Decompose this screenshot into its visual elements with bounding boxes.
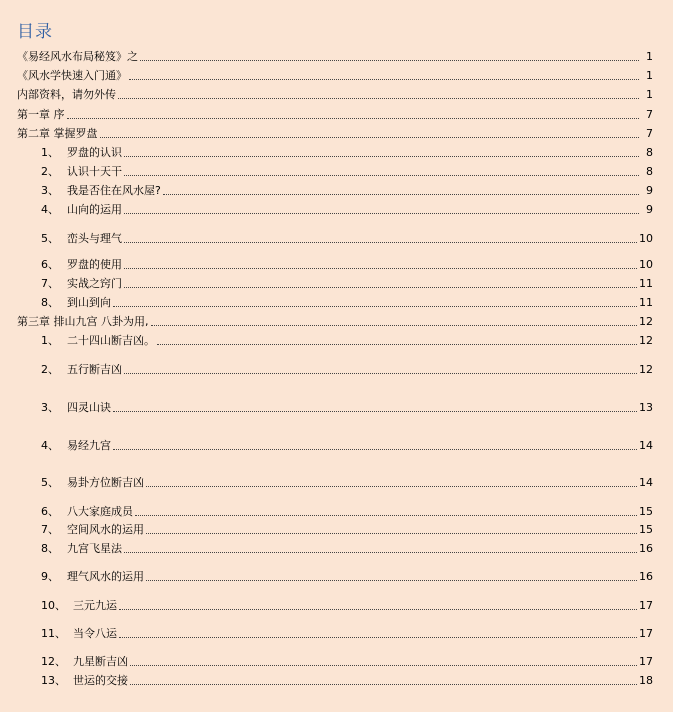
toc-entry-page: 12	[639, 363, 653, 376]
toc-leader-dots	[157, 343, 637, 345]
toc-leader-dots	[146, 485, 637, 487]
toc-entry[interactable]	[41, 542, 653, 556]
toc-entry-page: 1	[646, 50, 653, 63]
toc-leader-dots	[151, 324, 638, 326]
toc-entry[interactable]	[17, 315, 653, 329]
toc-entry-text: 当令八运	[73, 627, 117, 640]
toc-leader-dots	[146, 579, 637, 581]
toc-entry-page: 11	[639, 277, 653, 290]
toc-entry[interactable]	[41, 184, 653, 198]
toc-entry-page: 14	[639, 439, 653, 452]
toc-entry-text: 罗盘的使用	[67, 258, 122, 271]
toc-entry-page: 12	[639, 334, 653, 347]
toc-leader-dots	[113, 305, 637, 307]
toc-leader-dots	[67, 117, 640, 119]
toc-entry[interactable]	[41, 570, 653, 584]
toc-entry-page: 7	[646, 127, 653, 140]
toc-entry-number: 3、	[41, 401, 59, 414]
toc-leader-dots	[124, 551, 637, 553]
toc-entry-page: 17	[639, 627, 653, 640]
toc-entry-number: 2、	[41, 363, 59, 376]
toc-entry[interactable]	[41, 599, 653, 613]
toc-leader-dots	[124, 174, 639, 176]
toc-entry[interactable]	[17, 50, 653, 64]
toc-entry-number: 12、	[41, 655, 66, 668]
toc-entry-page: 7	[646, 108, 653, 121]
toc-leader-dots	[135, 514, 637, 516]
toc-entry-text: 二十四山断吉凶。	[67, 334, 155, 347]
toc-leader-dots	[119, 636, 637, 638]
toc-entry-text: 理气风水的运用	[67, 570, 144, 583]
toc-entry-text: 《易经风水布局秘笈》之	[17, 50, 138, 63]
toc-entry-number: 9、	[41, 570, 59, 583]
toc-entry-text: 世运的交接	[73, 674, 128, 687]
toc-entry-page: 8	[646, 165, 653, 178]
toc-entry[interactable]	[41, 439, 653, 453]
toc-entry-text: 第一章 序	[17, 108, 65, 121]
toc-entry-number: 7、	[41, 277, 59, 290]
toc-entry-number: 5、	[41, 476, 59, 489]
toc-entry-text: 九星断吉凶	[73, 655, 128, 668]
toc-entry-page: 17	[639, 655, 653, 668]
toc-leader-dots	[124, 286, 637, 288]
toc-entry[interactable]	[17, 69, 653, 83]
toc-entry-number: 4、	[41, 203, 59, 216]
toc-leader-dots	[124, 267, 637, 269]
toc-entry-text: 《风水学快速入门通》	[17, 69, 127, 82]
toc-entry-text: 罗盘的认识	[67, 146, 122, 159]
toc-entry-number: 8、	[41, 542, 59, 555]
toc-entry[interactable]	[41, 655, 653, 669]
toc-entry-text: 我是否住在风水屋?	[67, 184, 161, 197]
toc-leader-dots	[124, 155, 639, 157]
toc-leader-dots	[113, 410, 637, 412]
toc-entry-text: 八大家庭成员	[67, 505, 133, 518]
toc-entry[interactable]	[41, 277, 653, 291]
toc-entry-page: 10	[639, 258, 653, 271]
toc-entry-text: 内部资料，请勿外传	[17, 88, 116, 101]
toc-leader-dots	[118, 97, 639, 99]
toc-entry-number: 1、	[41, 146, 59, 159]
toc-entry-number: 5、	[41, 232, 59, 245]
toc-entry[interactable]	[41, 146, 653, 160]
toc-leader-dots	[124, 212, 639, 214]
toc-entry-page: 13	[639, 401, 653, 414]
toc-leader-dots	[100, 136, 640, 138]
toc-entry-page: 10	[639, 232, 653, 245]
toc-entry-text: 山向的运用	[67, 203, 122, 216]
toc-entry-text: 认识十天干	[67, 165, 122, 178]
toc-entry-number: 7、	[41, 523, 59, 536]
toc-leader-dots	[119, 608, 637, 610]
toc-entry-number: 8、	[41, 296, 59, 309]
toc-entry[interactable]	[41, 334, 653, 348]
toc-leader-dots	[140, 59, 639, 61]
toc-leader-dots	[130, 683, 637, 685]
toc-entry-page: 9	[646, 203, 653, 216]
toc-entry-number: 10、	[41, 599, 66, 612]
toc-entry-page: 1	[646, 88, 653, 101]
toc-leader-dots	[124, 372, 637, 374]
toc-leader-dots	[146, 532, 637, 534]
toc-entry[interactable]	[17, 108, 653, 122]
toc-entry-number: 3、	[41, 184, 59, 197]
toc-entry-text: 易卦方位断吉凶	[67, 476, 144, 489]
toc-entry[interactable]	[41, 674, 653, 688]
toc-entry-page: 15	[639, 505, 653, 518]
toc-entry-page: 16	[639, 570, 653, 583]
toc-entry-text: 九宫飞星法	[67, 542, 122, 555]
toc-entry-page: 9	[646, 184, 653, 197]
toc-entry[interactable]	[41, 165, 653, 179]
toc-entry[interactable]	[41, 505, 653, 519]
toc-entry[interactable]	[41, 476, 653, 490]
toc-entry-text: 第二章 掌握罗盘	[17, 127, 98, 140]
toc-entry-text: 实战之窍门	[67, 277, 122, 290]
toc-entry-text: 五行断吉凶	[67, 363, 122, 376]
toc-entry[interactable]	[17, 127, 653, 141]
toc-entry-text: 到山到向	[67, 296, 111, 309]
toc-entry[interactable]	[41, 523, 653, 537]
toc-entry-page: 16	[639, 542, 653, 555]
toc-entry[interactable]	[41, 363, 653, 377]
toc-title: 目录	[17, 22, 53, 42]
toc-entry-text: 四灵山诀	[67, 401, 111, 414]
toc-entry-page: 18	[639, 674, 653, 687]
toc-leader-dots	[130, 664, 637, 666]
toc-entry-text: 空间风水的运用	[67, 523, 144, 536]
toc-entry-text: 第三章 排山九宫 八卦为用,	[17, 315, 149, 328]
toc-entry-number: 13、	[41, 674, 66, 687]
toc-entry-text: 易经九宫	[67, 439, 111, 452]
toc-entry[interactable]	[41, 401, 653, 415]
toc-entry-page: 8	[646, 146, 653, 159]
toc-entry-text: 三元九运	[73, 599, 117, 612]
toc-leader-dots	[124, 241, 637, 243]
toc-entry-page: 14	[639, 476, 653, 489]
toc-entry[interactable]	[41, 232, 653, 246]
toc-entry-number: 11、	[41, 627, 66, 640]
toc-entry-text: 峦头与理气	[67, 232, 122, 245]
toc-entry[interactable]	[41, 258, 653, 272]
toc-entry-number: 2、	[41, 165, 59, 178]
toc-entry-page: 12	[639, 315, 653, 328]
toc-entry-page: 1	[646, 69, 653, 82]
toc-entry-number: 4、	[41, 439, 59, 452]
toc-entry-page: 15	[639, 523, 653, 536]
toc-entry[interactable]	[41, 627, 653, 641]
toc-leader-dots	[163, 193, 639, 195]
toc-entry-page: 11	[639, 296, 653, 309]
toc-entry-number: 1、	[41, 334, 59, 347]
toc-leader-dots	[129, 78, 639, 80]
toc-entry[interactable]	[17, 88, 653, 102]
toc-entry-number: 6、	[41, 505, 59, 518]
toc-entry-number: 6、	[41, 258, 59, 271]
toc-leader-dots	[113, 448, 637, 450]
toc-entry-page: 17	[639, 599, 653, 612]
toc-entry[interactable]	[41, 296, 653, 310]
toc-entry[interactable]	[41, 203, 653, 217]
